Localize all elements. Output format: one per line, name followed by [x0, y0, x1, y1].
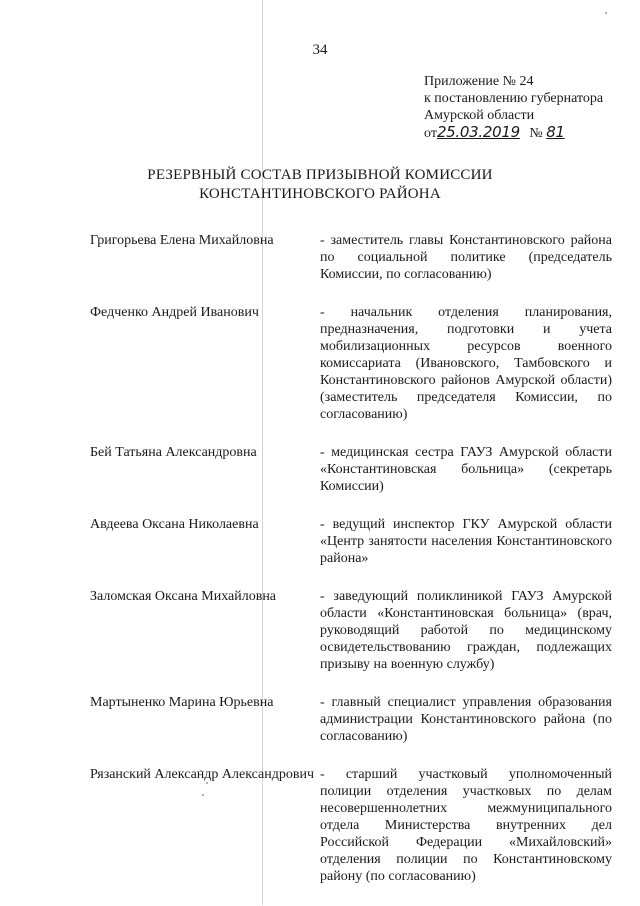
title-line-2: КОНСТАНТИНОВСКОГО РАЙОНА [199, 186, 441, 202]
number-value: 81 [546, 123, 565, 141]
members-list [90, 232, 612, 906]
appendix-region: Амурской области [424, 108, 535, 123]
member-row [90, 444, 612, 495]
member-name: Мартыненко Марина Юрьевна [90, 695, 274, 710]
member-row [90, 516, 612, 567]
title-line-1: РЕЗЕРВНЫЙ СОСТАВ ПРИЗЫВНОЙ КОМИССИИ [147, 167, 493, 183]
appendix-title: Приложение № 24 [424, 74, 534, 89]
page-number: 34 [312, 42, 328, 58]
member-name: Федченко Андрей Иванович [90, 305, 259, 320]
member-name: Рязанский Александр Александрович [90, 767, 315, 782]
member-role: - ведущий инспектор ГКУ Амурской области «Центр занятости населения Константиновского района» [320, 517, 612, 566]
member-role: - главный специалист управления образования администрации Константиновского района (по согласованию) [320, 695, 612, 744]
appendix-block [424, 73, 603, 142]
member-name: Заломская Оксана Михайловна [90, 589, 277, 604]
member-row [90, 304, 612, 423]
member-name: Бей Татьяна Александровна [90, 445, 257, 460]
date-prefix: от [424, 126, 437, 141]
member-role: - начальник отделения планирования, предназначения, подготовки и учета мобилизационных ресурсов военного комиссариата (Ивановского, Тамбовского и Константиновского районов Амурской области) (заместитель председателя Комиссии, по согласованию) [320, 305, 612, 422]
member-row [90, 232, 612, 283]
number-prefix: № [529, 126, 543, 141]
member-name: Авдеева Оксана Николаевна [90, 517, 259, 532]
member-role: - старший участковый уполномоченный полиции отделения участковых по делам несовершеннолетних межмуниципального отдела Министерства внутренних дел Российской Федерации «Михайловский» отделения полиции по Константиновскому району (по согласованию) [320, 767, 612, 884]
scan-speck [605, 12, 607, 14]
member-row [90, 766, 612, 885]
member-row [90, 694, 612, 745]
date-value: 25.03.2019 [436, 123, 520, 141]
member-row [90, 588, 612, 673]
appendix-reference: к постановлению губернатора [424, 91, 604, 106]
appendix-date-line [424, 124, 603, 142]
member-role: - заведующий поликлиникой ГАУЗ Амурской области «Константиновская больница» (врач, руководящий работой по медицинскому освидетельствованию граждан, подлежащих призыву на военную службу) [320, 589, 612, 672]
document-title [0, 166, 640, 204]
member-role: - заместитель главы Константиновского района по социальной политике (председатель Комиссии, по согласованию) [320, 233, 612, 282]
member-role: - медицинская сестра ГАУЗ Амурской области «Константиновская больница» (секретарь Комиссии) [320, 445, 612, 494]
member-name: Григорьева Елена Михайловна [90, 233, 274, 248]
